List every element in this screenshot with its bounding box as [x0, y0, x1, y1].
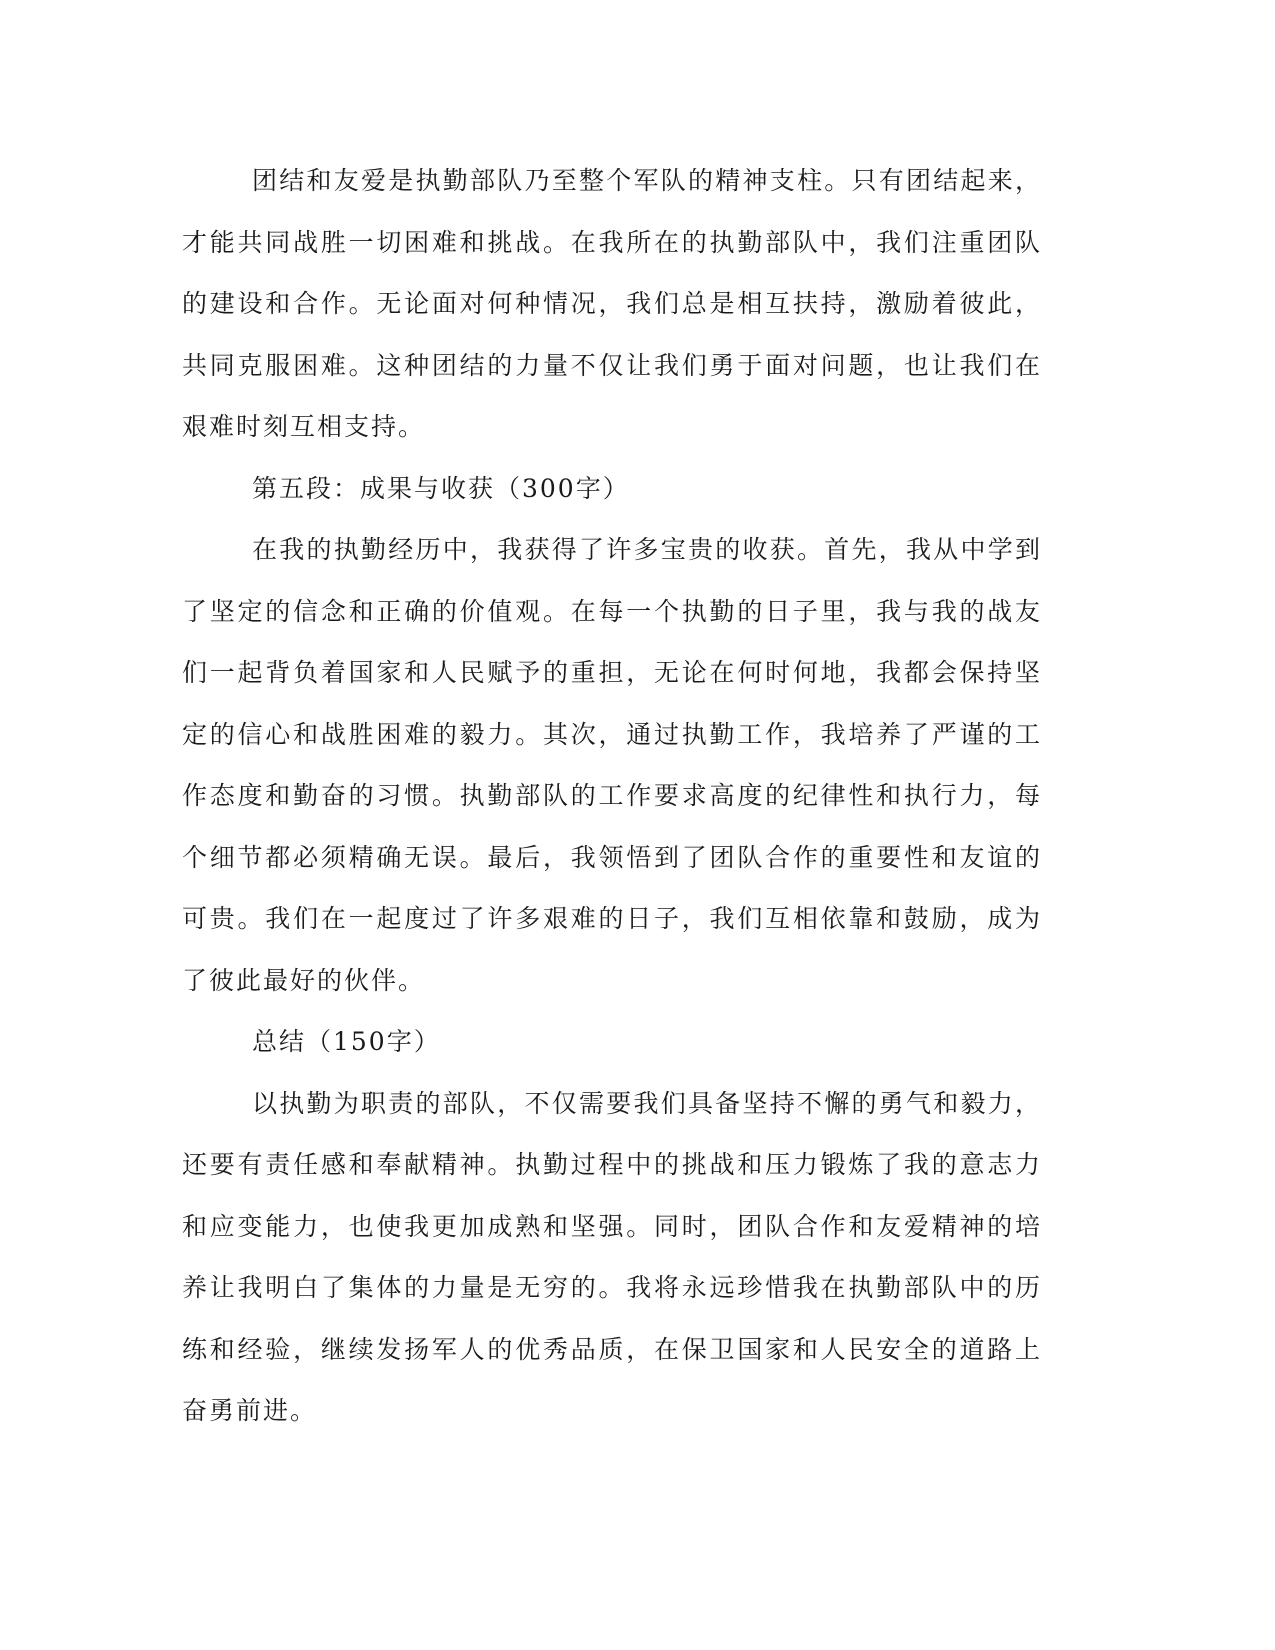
paragraph-unity: 团结和友爱是执勤部队乃至整个军队的精神支柱。只有团结起来，才能共同战胜一切困难和挑战。在我所在的执勤部队中，我们注重团队的建设和合作。无论面对何种情况，我们总是相互扶持，激励着彼此，共同克服困难。这种团结的力量不仅让我们勇于面对问题，也让我们在艰难时刻互相支持。	[182, 166, 1042, 441]
section-heading-achievements: 第五段：成果与收获（300字）	[252, 473, 630, 503]
document-body	[182, 150, 1042, 1442]
section-heading-summary: 总结（150字）	[252, 1027, 441, 1056]
paragraph-achievements: 在我的执勤经历中，我获得了许多宝贵的收获。首先，我从中学到了坚定的信念和正确的价值观。在每一个执勤的日子里，我与我的战友们一起背负着国家和人民赋予的重担，无论在何时何地，我都会保持坚定的信心和战胜困难的毅力。其次，通过执勤工作，我培养了严谨的工作态度和勤奋的习惯。执勤部队的工作要求高度的纪律性和执行力，每个细节都必须精确无误。最后，我领悟到了团队合作的重要性和友谊的可贵。我们在一起度过了许多艰难的日子，我们互相依靠和鼓励，成为了彼此最好的伙伴。	[182, 535, 1042, 995]
paragraph-summary: 以执勤为职责的部队，不仅需要我们具备坚持不懈的勇气和毅力，还要有责任感和奉献精神。执勤过程中的挑战和压力锻炼了我的意志力和应变能力，也使我更加成熟和坚强。同时，团队合作和友爱精神的培养让我明白了集体的力量是无穷的。我将永远珍惜我在执勤部队中的历练和经验，继续发扬军人的优秀品质，在保卫国家和人民安全的道路上奋勇前进。	[182, 1088, 1042, 1425]
